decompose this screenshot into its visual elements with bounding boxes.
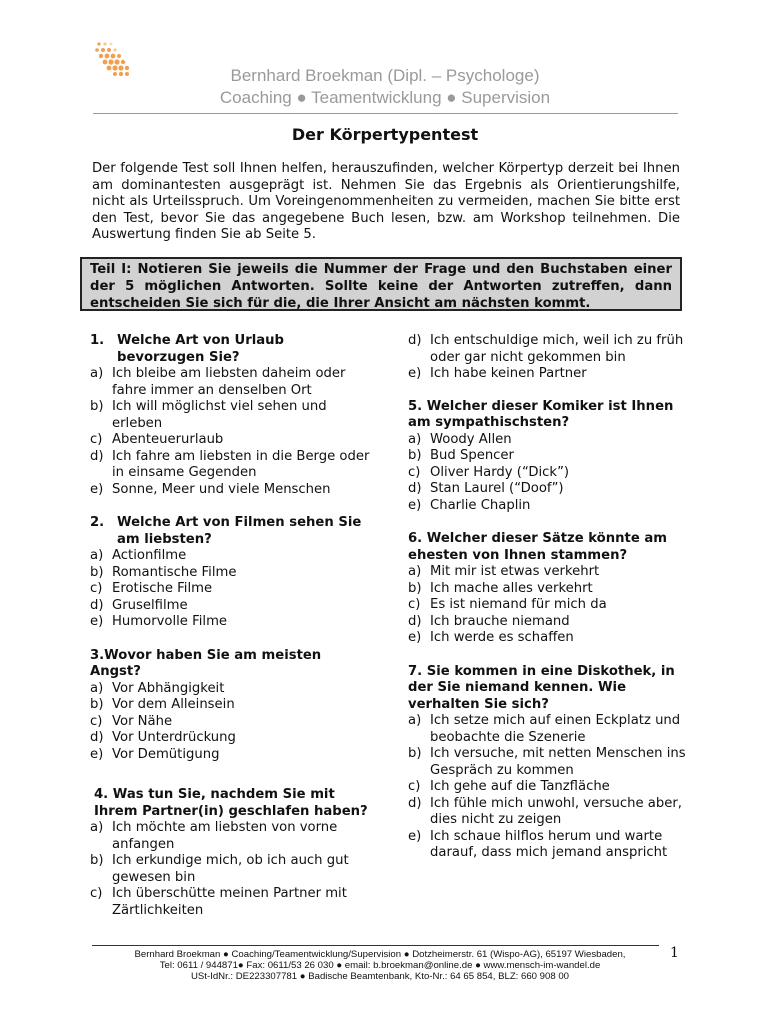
answer-option: a) Woody Allen: [408, 431, 512, 447]
answer-option: d) Gruselfilme: [90, 597, 188, 613]
question-4-continued: [408, 333, 688, 383]
question-2: [90, 515, 370, 631]
question-number: 1.: [90, 333, 105, 348]
header-divider: [93, 113, 678, 114]
question-text: 3.Wovor haben Sie am meisten Angst?: [90, 647, 322, 679]
answer-option: d) Ich fahre am liebsten in die Berge oder in einsame Gegenden: [90, 448, 370, 480]
answer-option: c) Erotische Filme: [90, 581, 213, 596]
answer-option: c) Abenteuerurlaub: [90, 432, 224, 447]
answer-option: d) Ich brauche niemand: [408, 613, 570, 629]
right-column: [408, 333, 688, 862]
answer-option: a) Ich möchte am liebsten von vorne anfangen: [90, 820, 338, 852]
page-title: Der Körpertypentest: [291, 125, 479, 144]
answer-option: e) Vor Demütigung: [90, 746, 220, 762]
footer-divider: [92, 945, 659, 946]
question-4: [90, 787, 370, 919]
answer-option: e) Sonne, Meer und viele Menschen: [90, 481, 331, 497]
answer-option: d) Ich entschuldige mich, weil ich zu früh oder gar nicht gekommen bin: [408, 333, 684, 365]
answer-option: d) Ich fühle mich unwohl, versuche aber, dies nicht zu zeigen: [408, 795, 682, 827]
answer-option: c) Vor Nähe: [90, 713, 173, 729]
footer-contact: Tel: 0611 / 944871● Fax: 0611/53 26 030 ● email: b.broekman@online.de ● www.mensch-im-wandel.de: [159, 960, 601, 971]
answer-option: b) Ich versuche, mit netten Menschen ins Gespräch zu kommen: [408, 746, 686, 778]
intro-paragraph: Der folgende Test soll Ihnen helfen, herauszufinden, welcher Körpertyp derzeit bei Ihnen am dominantesten ausgeprägt ist. Nehmen Sie das Ergebnis als Orientierungshilfe, nicht als Urteilsspruch. Um Voreingenommenheiten zu vermeiden, machen Sie bitte erst den Test, bevor Sie das angegebene Buch lesen, bzw. am Workshop teilnehmen. Die Auswertung finden Sie ab Seite 5.: [92, 161, 680, 242]
answer-option: a) Ich setze mich auf einen Eckplatz und beobachte die Szenerie: [408, 713, 681, 745]
answer-option: e) Humorvolle Filme: [90, 614, 228, 629]
question-text: 6. Welcher dieser Sätze könnte am ehesten von Ihnen stammen?: [408, 531, 667, 563]
answer-option: a) Actionfilme: [90, 548, 187, 563]
answer-option: b) Ich will möglichst viel sehen und erleben: [90, 399, 327, 431]
question-1: [90, 333, 370, 498]
answer-option: b) Ich erkundige mich, ob ich auch gut gewesen bin: [90, 853, 349, 885]
answer-option: d) Vor Unterdrückung: [90, 730, 236, 745]
answer-option: b) Ich mache alles verkehrt: [408, 580, 593, 596]
answer-option: e) Ich werde es schaffen: [408, 630, 574, 645]
answer-option: b) Vor dem Alleinsein: [90, 697, 235, 712]
footer-address: Bernhard Broekman ● Coaching/Teamentwicklung/Supervision ● Dotzheimerstr. 61 (Wispo-AG), 65197 Wiesbaden,: [134, 949, 626, 960]
question-3: [90, 648, 370, 764]
part1-instructions: Teil I: Notieren Sie jeweils die Nummer der Frage und den Buchstaben einer der 5 möglichen Antworten. Sollte keine der Antworten zutreffen, dann entscheiden Sie sich für die, die Ihrer Ansicht am nächsten kommt.: [80, 257, 682, 311]
answer-option: c) Oliver Hardy (“Dick”): [408, 464, 570, 480]
question-number: 2.: [90, 515, 105, 530]
answer-option: c) Ich gehe auf die Tanzfläche: [408, 779, 610, 794]
footer-bank: USt-IdNr.: DE223307781 ● Badische Beamtenbank, Kto-Nr.: 64 65 854, BLZ: 660 908 00: [190, 971, 570, 982]
question-6: [408, 531, 688, 647]
answer-option: a) Vor Abhängigkeit: [90, 680, 225, 696]
answer-option: b) Romantische Filme: [90, 564, 237, 580]
question-text: 4. Was tun Sie, nachdem Sie mit Ihrem Partner(in) geschlafen haben?: [94, 787, 368, 819]
question-text: Welche Art von Urlaub bevorzugen Sie?: [117, 333, 284, 365]
answer-option: b) Bud Spencer: [408, 448, 514, 463]
question-7: [408, 664, 688, 862]
question-5: [408, 399, 688, 515]
answer-option: d) Stan Laurel (“Doof”): [408, 481, 564, 496]
answer-option: c) Es ist niemand für mich da: [408, 597, 607, 612]
left-column: [90, 333, 370, 919]
answer-option: e) Charlie Chaplin: [408, 497, 531, 513]
header-name: Bernhard Broekman (Dipl. – Psychologe): [230, 66, 540, 85]
question-text: Welche Art von Filmen sehen Sie am liebsten?: [117, 515, 362, 547]
question-text: 7. Sie kommen in eine Diskothek, in der Sie niemand kennen. Wie verhalten Sie sich?: [408, 663, 675, 712]
header-tagline: Coaching ● Teamentwicklung ● Supervision: [219, 88, 551, 107]
answer-option: e) Ich schaue hilflos herum und warte darauf, dass mich jemand anspricht: [408, 828, 668, 860]
answer-option: e) Ich habe keinen Partner: [408, 366, 587, 381]
page-number: 1: [670, 945, 679, 961]
answer-option: a) Mit mir ist etwas verkehrt: [408, 564, 600, 579]
answer-option: a) Ich bleibe am liebsten daheim oder fahre immer an denselben Ort: [90, 366, 346, 398]
answer-option: c) Ich überschütte meinen Partner mit Zärtlichkeiten: [90, 886, 347, 918]
question-text: 5. Welcher dieser Komiker ist Ihnen am sympathischsten?: [408, 398, 674, 430]
